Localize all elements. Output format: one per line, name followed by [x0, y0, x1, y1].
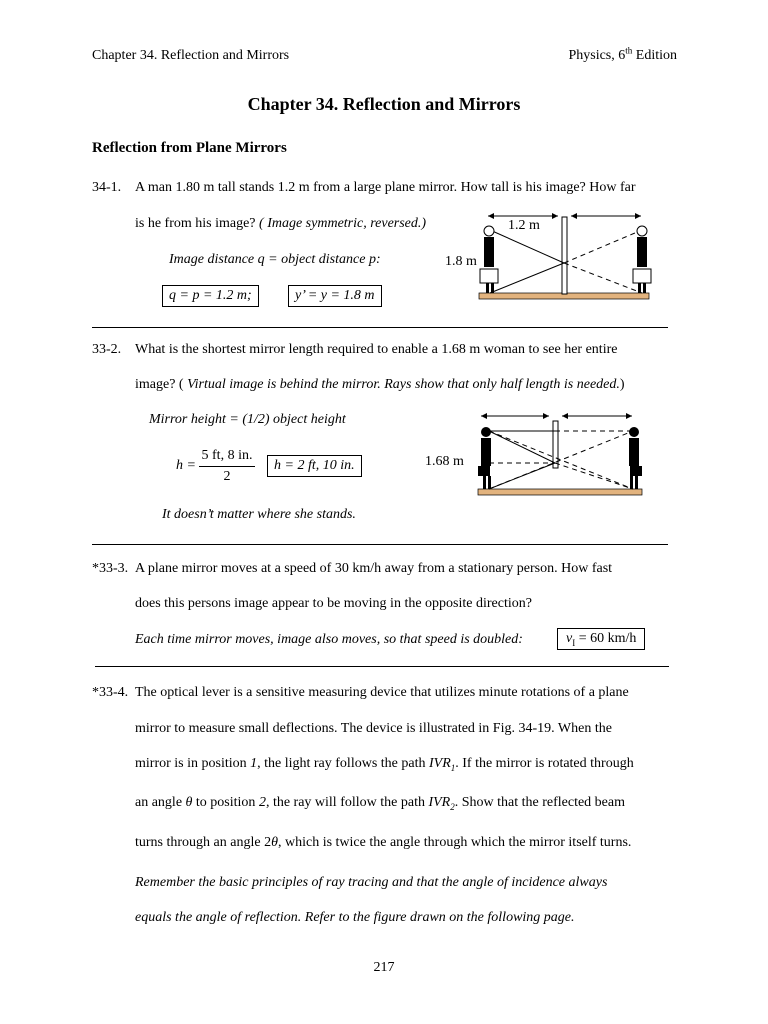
problem-33-2-text-2: image? ( Virtual image is behind the mirror. Rays show that only half length is needed.): [135, 377, 625, 392]
answer-box-image-speed: $v_I = 60$ km/h: [557, 628, 645, 650]
fraction-denominator: 2: [223, 469, 231, 484]
problem-number-33-3: *33-3.: [92, 561, 129, 576]
problem-33-4-text-3: mirror is in position 1, the light ray follows the path $IVR_1$. If the mirror is rotated through: [135, 756, 634, 773]
chapter-title: Chapter 34. Reflection and Mirrors: [247, 94, 521, 114]
equation-h-label: h =: [176, 458, 196, 473]
problem-33-4-note-1: Remember the basic principles of ray tracing and that the angle of incidence always: [135, 875, 608, 890]
problem-33-2-text-1: What is the shortest mirror length required to enable a 1.68 m woman to see her entire: [135, 342, 618, 357]
problem-33-3-text-2: does this persons image appear to be moving in the opposite direction?: [135, 596, 532, 611]
figure-label-woman-height: 1.68 m: [425, 454, 464, 469]
divider-3: [95, 666, 669, 667]
problem-33-3-note: Each time mirror moves, image also moves, so that speed is doubled:: [135, 632, 523, 647]
problem-number-33-4: *33-4.: [92, 685, 129, 700]
problem-33-3-text-1: A plane mirror moves at a speed of 30 km/h away from a stationary person. How fast: [135, 561, 613, 576]
problem-33-2-note: Mirror height = (1/2) object height: [149, 412, 346, 427]
problem-33-4-text-5: turns through an angle 2θ, which is twice the angle through which the mirror itself turns.: [135, 835, 632, 850]
running-header-right: Physics, 6th Edition: [568, 45, 677, 63]
answer-box-distance: q = p = 1.2 m;: [162, 285, 259, 307]
figure-label-height: 1.8 m: [445, 254, 477, 269]
figure-label-distance: 1.2 m: [508, 218, 540, 233]
answer-box-mirror-height: h = 2 ft, 10 in.: [267, 455, 362, 477]
woman-figure: [478, 427, 491, 489]
mirror: [553, 421, 558, 468]
floor: [478, 489, 642, 495]
problem-34-1-note: Image distance q = object distance p:: [169, 252, 381, 267]
divider-2: [92, 544, 668, 545]
problem-34-1-text-2: is he from his image? ( Image symmetric, reversed.): [135, 216, 427, 231]
section-heading: Reflection from Plane Mirrors: [92, 140, 287, 156]
running-header-left: Chapter 34. Reflection and Mirrors: [92, 48, 290, 63]
problem-33-4-text-2: mirror to measure small deflections. The device is illustrated in Fig. 34-19. When the: [135, 721, 612, 736]
fraction-numerator: 5 ft, 8 in.: [201, 448, 253, 463]
page-number: 217: [373, 960, 395, 975]
problem-33-4-text-4: an angle θ to position 2, the ray will follow the path $IVR_2$. Show that the reflected beam: [135, 795, 626, 812]
problem-number-33-2: 33-2.: [92, 342, 122, 357]
problem-34-1-text-1: A man 1.80 m tall stands 1.2 m from a large plane mirror. How tall is his image? How far: [135, 180, 636, 195]
woman-image-figure: [629, 427, 642, 489]
answer-box-height: y’ = y = 1.8 m: [288, 285, 382, 307]
problem-33-2-note-2: It doesn’t matter where she stands.: [162, 507, 356, 522]
problem-33-4-note-2: equals the angle of reflection. Refer to the figure drawn on the following page.: [135, 910, 575, 925]
problem-33-4-text-1: The optical lever is a sensitive measuring device that utilizes minute rotations of a plane: [135, 685, 629, 700]
problem-number-34-1: 34-1.: [92, 180, 122, 195]
